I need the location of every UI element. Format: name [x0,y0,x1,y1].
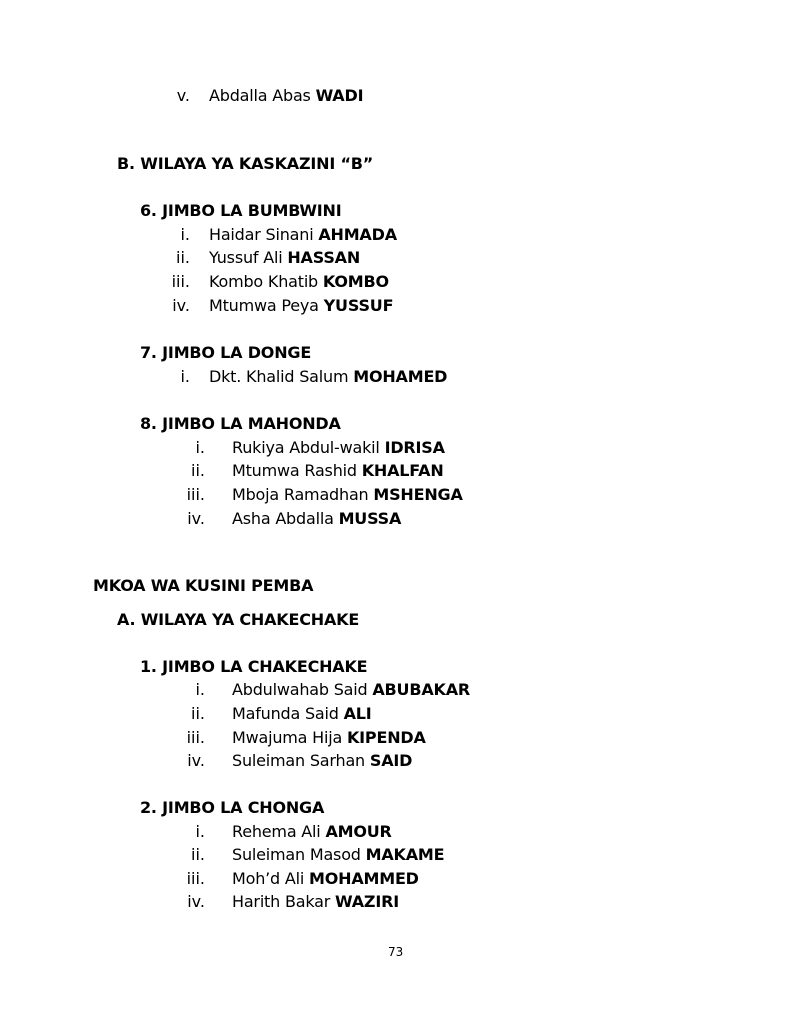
list-number: ii. [191,461,205,480]
list-item [232,438,445,458]
list-item [232,822,392,842]
list-number: i. [195,680,205,699]
wilaya-heading: A. WILAYA YA CHAKECHAKE [117,610,360,629]
surname: AMOUR [325,822,392,841]
list-number: ii. [191,845,205,864]
surname: MOHAMED [353,367,448,386]
given-name: Mboja Ramadhan [232,485,374,504]
list-item [232,704,372,724]
surname: AHMADA [318,225,397,244]
given-name: Abdalla Abas [209,86,316,105]
list-item [232,869,419,889]
surname: MUSSA [338,509,402,528]
list-item [232,509,401,529]
list-item [232,485,463,505]
list-item [232,461,444,481]
list-number: i. [180,225,190,244]
surname: WADI [315,86,364,105]
given-name: Haidar Sinani [209,225,319,244]
surname: KHALFAN [361,461,444,480]
surname: KOMBO [322,272,389,291]
given-name: Mtumwa Rashid [232,461,362,480]
given-name: Rehema Ali [232,822,326,841]
list-item [232,680,470,700]
list-item [232,892,399,912]
list-number: iii. [186,485,205,504]
surname: ABUBAKAR [372,680,471,699]
list-item [232,751,412,771]
given-name: Mtumwa Peya [209,296,324,315]
list-number: v. [176,86,190,105]
list-number: iv. [172,296,190,315]
list-number: i. [195,822,205,841]
jimbo-heading: 8. JIMBO LA MAHONDA [140,414,341,433]
list-number: iv. [187,892,205,911]
surname: WAZIRI [335,892,399,911]
list-item [209,367,447,387]
list-item [232,845,444,865]
jimbo-heading: 1. JIMBO LA CHAKECHAKE [140,657,368,676]
given-name: Dkt. Khalid Salum [209,367,354,386]
given-name: Asha Abdalla [232,509,339,528]
list-item [209,296,393,316]
wilaya-heading: B. WILAYA YA KASKAZINI “B” [117,154,374,173]
list-number: ii. [176,248,190,267]
list-item [209,225,397,245]
list-number: iv. [187,509,205,528]
given-name: Abdulwahab Said [232,680,373,699]
given-name: Mwajuma Hija [232,728,347,747]
jimbo-heading: 2. JIMBO LA CHONGA [140,798,325,817]
list-number: iv. [187,751,205,770]
surname: YUSSUF [323,296,394,315]
list-number: iii. [186,869,205,888]
surname: MOHAMMED [309,869,419,888]
surname: KIPENDA [346,728,426,747]
surname: MSHENGA [373,485,463,504]
list-number: i. [195,438,205,457]
given-name: Suleiman Masod [232,845,366,864]
given-name: Moh’d Ali [232,869,309,888]
surname: HASSAN [287,248,361,267]
surname: ALI [343,704,372,723]
list-item [209,272,389,292]
jimbo-heading: 6. JIMBO LA BUMBWINI [140,201,342,220]
list-number: iii. [186,728,205,747]
surname: SAID [369,751,413,770]
list-number: i. [180,367,190,386]
jimbo-heading: 7. JIMBO LA DONGE [140,343,312,362]
surname: IDRISA [384,438,445,457]
list-item [232,728,426,748]
list-item [209,86,363,106]
mkoa-heading: MKOA WA KUSINI PEMBA [93,576,314,595]
given-name: Suleiman Sarhan [232,751,370,770]
given-name: Yussuf Ali [209,248,288,267]
list-item [209,248,360,268]
given-name: Rukiya Abdul-wakil [232,438,385,457]
given-name: Kombo Khatib [209,272,323,291]
list-number: ii. [191,704,205,723]
surname: MAKAME [365,845,445,864]
given-name: Harith Bakar [232,892,335,911]
list-number: iii. [171,272,190,291]
page-number: 73 [388,945,404,959]
given-name: Mafunda Said [232,704,344,723]
